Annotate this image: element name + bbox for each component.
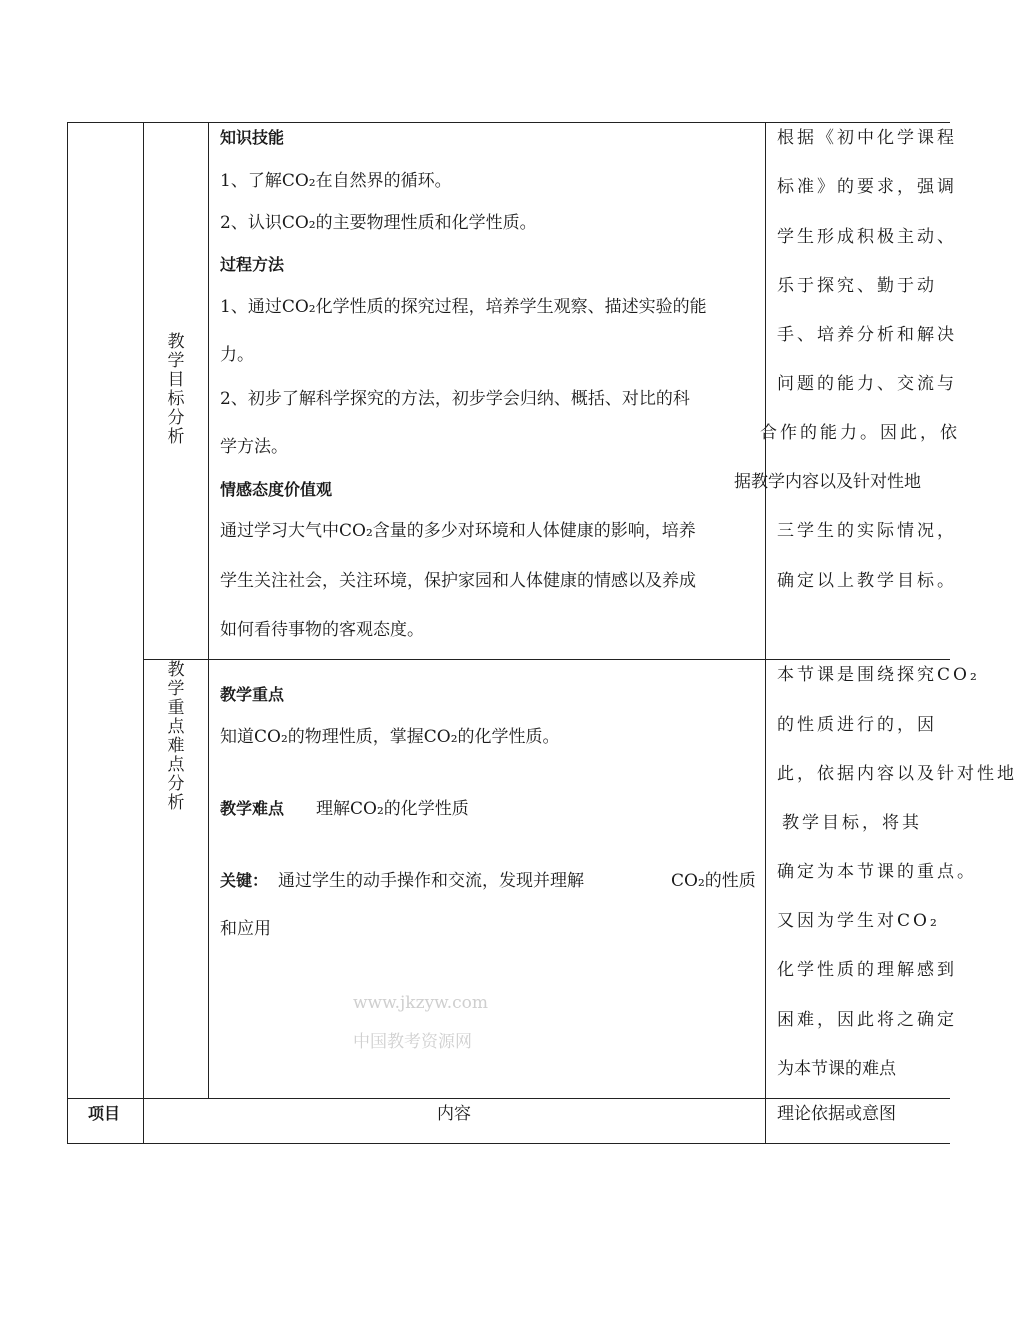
process-item-1-line-1: 1、通过CO₂化学性质的探究过程，培养学生观察、描述实验的能 — [220, 297, 707, 317]
objectives-rationale-line-8: 据教学内容以及针对性地 — [734, 472, 921, 492]
emotion-line-2: 学生关注社会，关注环境，保护家园和人体健康的情感以及养成 — [220, 571, 696, 591]
process-item-2-line-1: 2、初步了解科学探究的方法，初步学会归纳、概括、对比的科 — [220, 389, 690, 409]
column-divider-2 — [208, 122, 209, 1099]
table-bottom-border — [67, 1143, 950, 1144]
objectives-rationale-line-9: 三学生的实际情况， — [777, 521, 957, 541]
key-rationale-line-6: 又因为学生对CO₂ — [777, 911, 940, 931]
knowledge-item-1: 1、了解CO₂在自然界的循环。 — [220, 171, 452, 191]
column-divider-1 — [143, 122, 144, 1144]
key-rationale-line-9: 为本节课的难点 — [777, 1059, 896, 1079]
row-divider — [143, 659, 950, 660]
objectives-rationale-line-7: 合作的能力。因此，依 — [760, 423, 960, 443]
key-rationale-line-1: 本节课是围绕探究CO₂ — [777, 665, 980, 685]
knowledge-heading: 知识技能 — [220, 128, 285, 147]
objectives-rationale-line-3: 学生形成积极主动、 — [777, 227, 957, 247]
objectives-rationale-line-4: 乐于探究、勤于动 — [777, 276, 937, 296]
row-label-key-points: 教学重点难点分析 — [167, 660, 185, 813]
header-col-item: 项目 — [88, 1104, 121, 1123]
process-item-1-line-2: 力。 — [220, 345, 254, 365]
key-rationale-line-7: 化学性质的理解感到 — [777, 960, 957, 980]
table-top-border — [67, 122, 950, 123]
objectives-rationale-line-1: 根据《初中化学课程 — [777, 128, 957, 148]
key-point-heading: 教学重点 — [220, 685, 285, 704]
emotion-line-3: 如何看待事物的客观态度。 — [220, 620, 424, 640]
header-col-content: 内容 — [437, 1104, 471, 1124]
process-item-2-line-2: 学方法。 — [220, 437, 288, 457]
emotion-line-1: 通过学习大气中CO₂含量的多少对环境和人体健康的影响，培养 — [220, 521, 696, 541]
watermark-url: www.jkzyw.com — [353, 993, 488, 1013]
key-rationale-line-2: 的性质进行的，因 — [777, 715, 937, 735]
row-label-objectives: 教学目标分析 — [167, 332, 185, 447]
crux-text-line-2: 和应用 — [220, 919, 271, 939]
objectives-rationale-line-2: 标准》的要求，强调 — [777, 177, 957, 197]
objectives-rationale-line-5: 手、培养分析和解决 — [777, 325, 957, 345]
table-left-border — [67, 122, 68, 1144]
knowledge-item-2: 2、认识CO₂的主要物理性质和化学性质。 — [220, 213, 537, 233]
objectives-rationale-line-10: 确定以上教学目标。 — [777, 571, 957, 591]
key-rationale-line-4: 教学目标，将其 — [782, 813, 922, 833]
header-col-rationale: 理论依据或意图 — [777, 1104, 896, 1124]
process-heading: 过程方法 — [220, 255, 285, 274]
crux-text-line-1-end: CO₂的性质 — [671, 871, 756, 891]
key-rationale-line-8: 困难，因此将之确定 — [777, 1010, 957, 1030]
key-rationale-line-5: 确定为本节课的重点。 — [777, 862, 977, 882]
objectives-rationale-line-6: 问题的能力、交流与 — [777, 374, 957, 394]
crux-text-line-1: 通过学生的动手操作和交流，发现并理解 — [278, 871, 584, 891]
key-rationale-line-3: 此，依据内容以及针对性地 — [777, 764, 1017, 784]
crux-heading: 关键： — [220, 871, 269, 890]
header-row-top-border — [67, 1098, 950, 1099]
difficulty-heading: 教学难点 — [220, 799, 285, 818]
difficulty-text: 理解CO₂的化学性质 — [316, 799, 469, 819]
column-divider-3 — [765, 122, 766, 1144]
emotion-heading: 情感态度价值观 — [220, 480, 333, 499]
key-point-text: 知道CO₂的物理性质，掌握CO₂的化学性质。 — [220, 727, 560, 747]
watermark-site-name: 中国教考资源网 — [353, 1032, 472, 1052]
